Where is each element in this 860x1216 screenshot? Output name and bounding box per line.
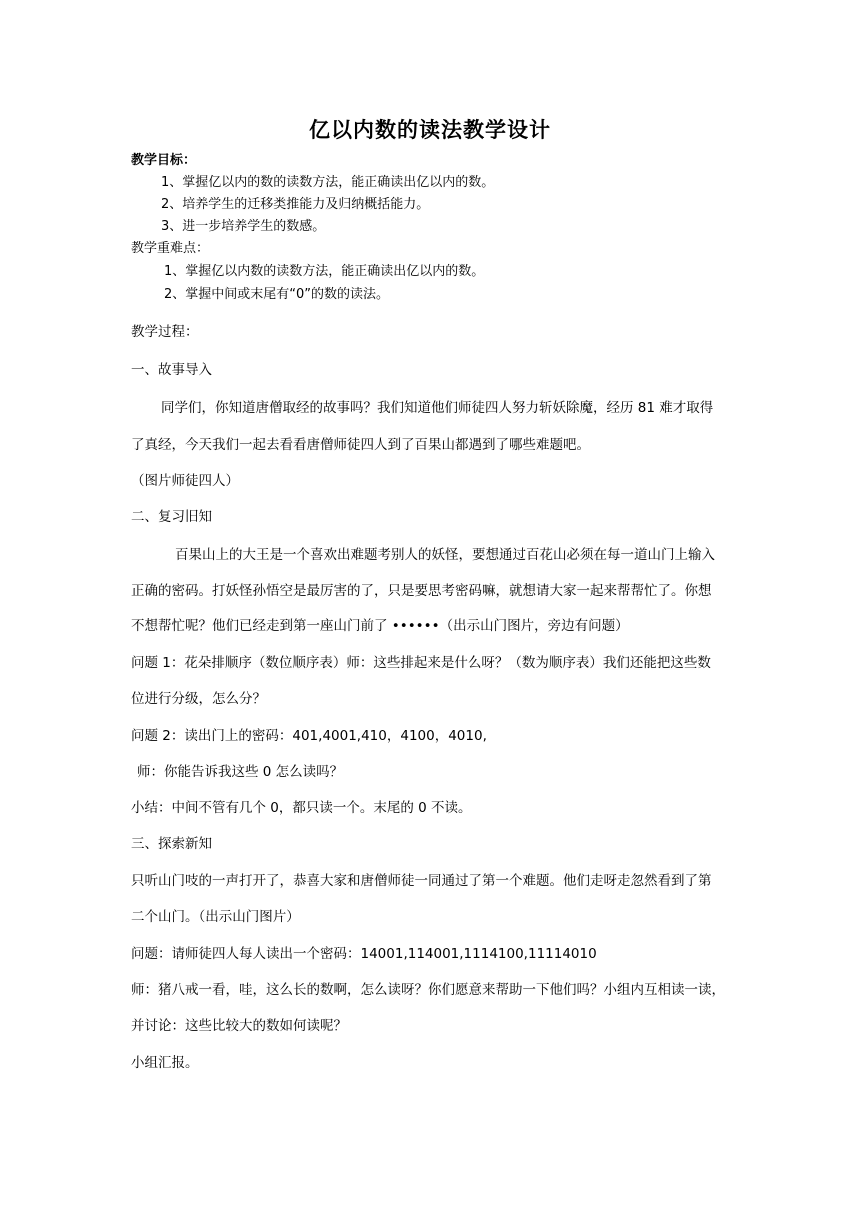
paragraph-line: 百果山上的大王是一个喜欢出难题考别人的妖怪，要想通过百花山必须在每一道山门上输入 — [175, 547, 715, 563]
key-points-heading: 教学重难点： — [131, 241, 210, 256]
summary-line: 小结：中间不管有几个 0，都只读一个。末尾的 0 不读。 — [131, 800, 472, 816]
objective-item: 1、掌握亿以内的数的读数方法，能正确读出亿以内的数。 — [161, 175, 495, 190]
paragraph-line: 同学们，你知道唐僧取经的故事吗？我们知道他们师徒四人努力斩妖除魔，经历 81 难才取得 — [161, 400, 714, 416]
question-line: 问题：请师徒四人每人读出一个密码：14001,114001,1114100,11114010 — [131, 946, 597, 962]
question-line: 位进行分级，怎么分？ — [131, 691, 266, 707]
section-heading: 一、故事导入 — [131, 362, 212, 378]
report-line: 小组汇报。 — [131, 1055, 199, 1071]
image-note: （图片师徒四人） — [131, 473, 239, 489]
process-heading: 教学过程： — [131, 324, 199, 340]
key-point-item: 1、掌握亿以内数的读数方法，能正确读出亿以内的数。 — [164, 264, 485, 279]
paragraph-line: 二个山门。（出示山门图片） — [131, 909, 300, 925]
teacher-line: 并讨论：这些比较大的数如何读呢？ — [131, 1018, 347, 1034]
paragraph-line: 了真经，今天我们一起去看看唐僧师徒四人到了百果山都遇到了哪些难题吧。 — [131, 437, 590, 453]
key-point-item: 2、掌握中间或末尾有“0”的数的读法。 — [164, 287, 390, 302]
objective-item: 3、进一步培养学生的数感。 — [161, 219, 326, 234]
paragraph-line: 不想帮忙呢？他们已经走到第一座山门前了 ••••••（出示山门图片，旁边有问题） — [131, 618, 629, 634]
question-line: 问题 2：读出门上的密码：401,4001,410，4100，4010, — [131, 728, 487, 744]
teacher-line: 师：你能告诉我这些 0 怎么读吗？ — [137, 764, 344, 780]
teacher-line: 师：猪八戒一看，哇，这么长的数啊，怎么读呀？你们愿意来帮助一下他们吗？小组内互相读一读， — [131, 982, 725, 998]
question-line: 问题 1：花朵排顺序（数位顺序表）师：这些排起来是什么呀？（数为顺序表）我们还能把这些数 — [131, 655, 711, 671]
document-title: 亿以内数的读法教学设计 — [309, 118, 551, 142]
paragraph-line: 只听山门吱的一声打开了，恭喜大家和唐僧师徒一同通过了第一个难题。他们走呀走忽然看到了第 — [131, 873, 712, 889]
objectives-heading: 教学目标： — [131, 153, 197, 168]
section-heading: 三、探索新知 — [131, 836, 212, 852]
section-heading: 二、复习旧知 — [131, 509, 212, 525]
objective-item: 2、培养学生的迁移类推能力及归纳概括能力。 — [161, 197, 430, 212]
paragraph-line: 正确的密码。打妖怪孙悟空是最厉害的了，只是要思考密码嘛，就想请大家一起来帮帮忙了。你想 — [131, 583, 712, 599]
